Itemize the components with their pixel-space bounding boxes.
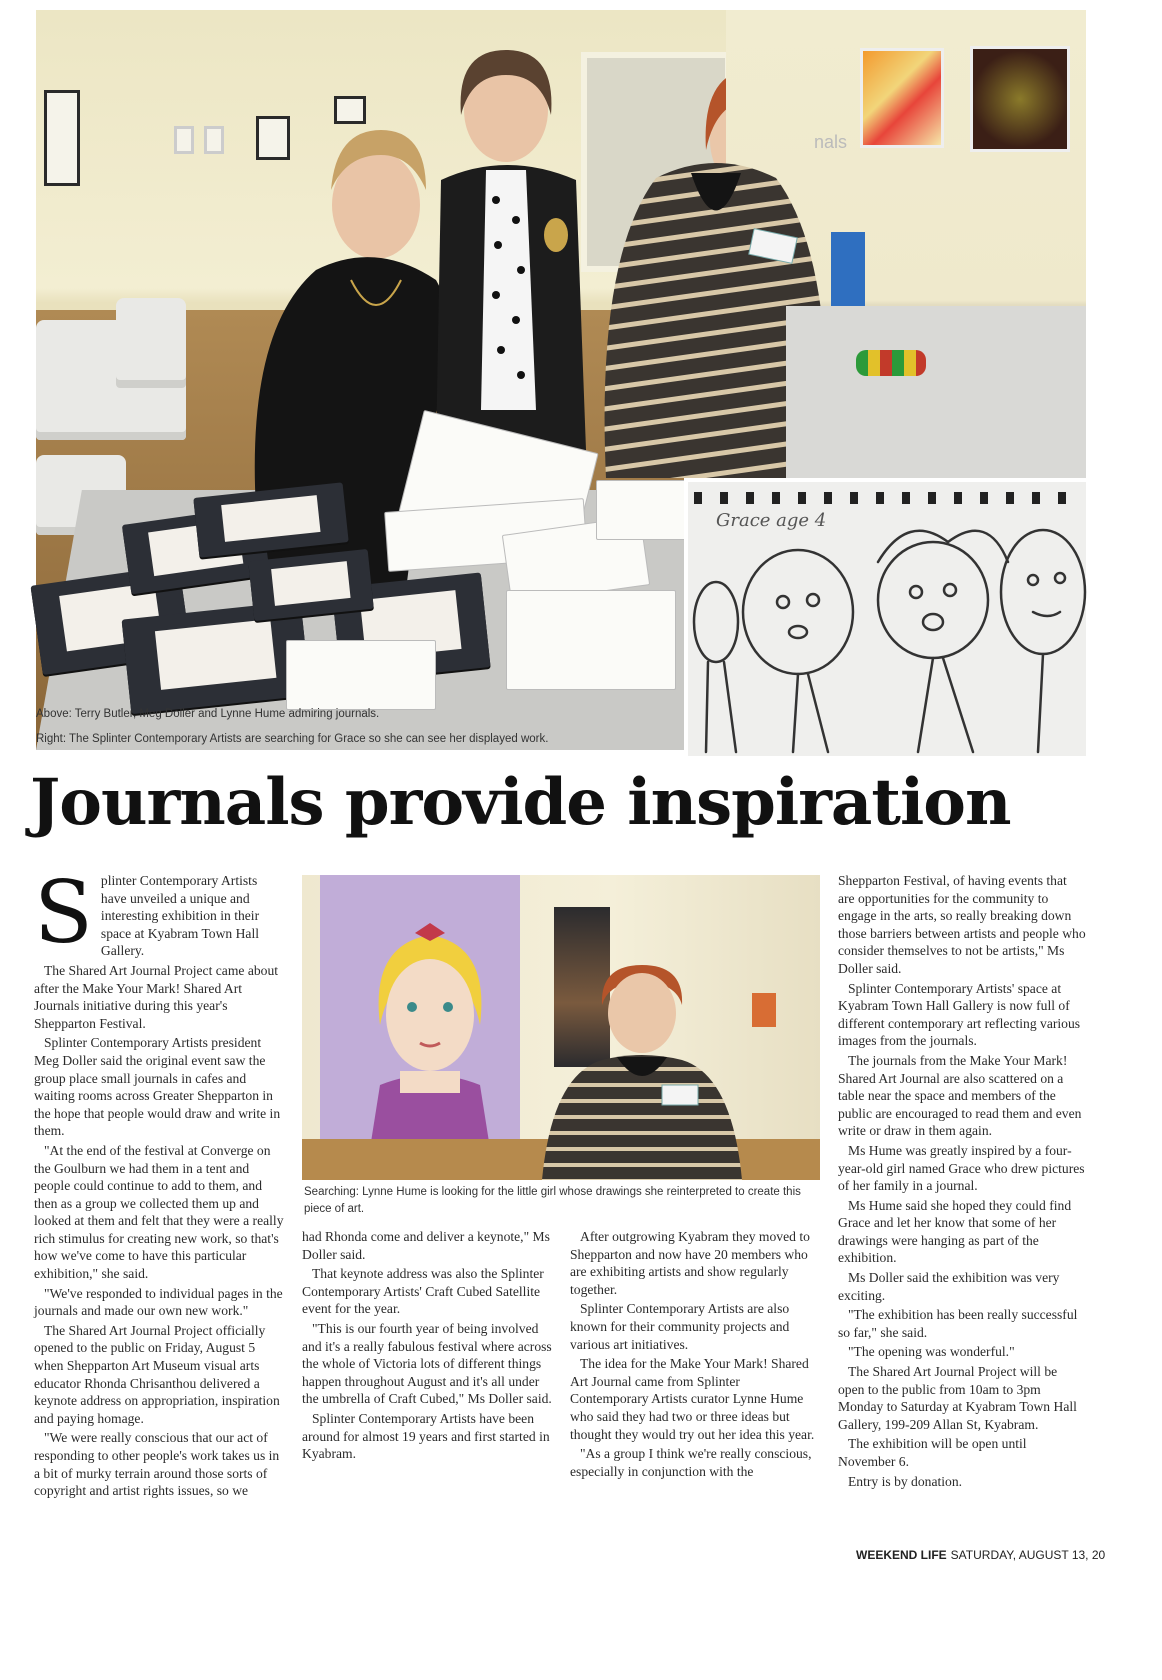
chair <box>116 298 186 388</box>
child-drawing <box>688 482 1090 760</box>
side-table <box>786 306 1086 478</box>
caption-middle: Searching: Lynne Hume is looking for the little girl whose drawings she reinterpreted to create this piece of art. <box>304 1186 801 1215</box>
paragraph <box>34 863 284 963</box>
paragraph: The Shared Art Journal Project came about after the Make Your Mark! Shared Art Journals initiative during this year's Shepparton Festival. <box>34 962 279 1031</box>
footer-date: SATURDAY, AUGUST 13, 20 <box>950 1548 1106 1562</box>
paragraph: That keynote address was also the Splinter Contemporary Artists' Craft Cubed Satellite event for the year. <box>302 1266 544 1317</box>
middle-photo <box>302 875 820 1180</box>
caption-above: Above: Terry Butler, Meg Doller and Lynne Hume admiring journals. <box>36 708 380 720</box>
wall-picture <box>44 90 80 186</box>
small-painting <box>752 993 776 1027</box>
article-column-1 <box>34 863 284 1502</box>
paragraph: The journals from the Make Your Mark! Shared Art Journal are also scattered on a table near the space and members of the public are encouraged to read them and even write or draw in them again. <box>838 1052 1082 1139</box>
paragraph: "We've responded to individual pages in the journals and made our own new work." <box>34 1285 283 1319</box>
paragraph: "As a group I think we're really conscious, especially in conjunction with the <box>570 1446 812 1479</box>
paragraph: "We were really conscious that our act of responding to other people's work takes us in a bit of murky terrain around those sorts of copyright and artist rights issues, so we <box>34 1430 280 1499</box>
inset-drawing-photo <box>684 478 1086 756</box>
paragraph: Entry is by donation. <box>848 1473 963 1489</box>
wall-painting <box>860 48 944 148</box>
article-column-4 <box>838 872 1086 1492</box>
drop-cap: S <box>34 863 93 963</box>
painting-of-girl <box>320 875 520 1180</box>
paragraph: After outgrowing Kyabram they moved to Shepparton and now have 20 members who are exhibiting artists and show regularly together. <box>570 1229 810 1297</box>
paint-pots <box>856 350 926 376</box>
paragraph: Ms Hume was greatly inspired by a four-year-old girl named Grace who drew pictures of her family in a journal. <box>838 1142 1085 1194</box>
wall-painting <box>970 46 1070 152</box>
page-footer <box>856 1548 1106 1562</box>
paragraph: The idea for the Make Your Mark! Shared Art Journal came from Splinter Contemporary Artists curator Lynne Hume who said they had two or three ideas but thought they would try out her idea this year. <box>570 1356 815 1442</box>
wall-sign: nals <box>814 132 848 152</box>
paragraph: "This is our fourth year of being involved and it's a really fabulous festival where across the whole of Victoria lots of different things happen throughout August and it's all under the umbrella of Craft Cubed," Ms Doller said. <box>302 1320 552 1407</box>
article-column-2 <box>302 1228 552 1465</box>
woman-seated <box>542 965 742 1180</box>
paragraph: "The exhibition has been really successful so far," she said. <box>838 1307 1078 1340</box>
open-journal <box>506 590 676 690</box>
paragraph: Splinter Contemporary Artists' space at Kyabram Town Hall Gallery is now full of different contemporary art reflecting various images from the journals. <box>838 980 1081 1049</box>
paragraph: Ms Hume said she hoped they could find Grace and let her know that some of her drawings were hanging as part of the exhibition. <box>838 1197 1072 1266</box>
open-journal <box>286 640 436 710</box>
main-photo-right <box>726 10 1086 478</box>
paragraph: Shepparton Festival, of having events that are opportunities for the community to engage in the arts, so really breaking down those barriers between artists and people who consider themselves to not be artists," Ms Doller said. <box>838 873 1086 976</box>
drawing-label: Grace age 4 <box>716 510 827 531</box>
paragraph: Splinter Contemporary Artists are also known for their community projects and various art initiatives. <box>570 1301 790 1352</box>
paragraph: The Shared Art Journal Project will be open to the public from 10am to 3pm Monday to Saturday at Kyabram Town Hall Gallery, 199-209 Allan St, Kyabram. <box>838 1364 1077 1432</box>
caption-right: Right: The Splinter Contemporary Artists are searching for Grace so she can see her displayed work. <box>36 733 549 745</box>
journal <box>248 549 374 621</box>
paragraph: The Shared Art Journal Project officially opened to the public on Friday, August 5 when Shepparton Art Museum visual arts educator Rhonda Chrisanthou delivered a keynote address on appropriation, inspiration and paying homage. <box>34 1322 280 1426</box>
paragraph: "The opening was wonderful." <box>848 1344 1015 1360</box>
paragraph: had Rhonda come and deliver a keynote," Ms Doller said. <box>302 1229 550 1262</box>
paragraph: "At the end of the festival at Converge on the Goulburn we had them in a tent and people could continue to add to them, and then as a group we collected them up and looked at them and felt that they were a really rich stimulus for creating new work, so that's how we've come to have this particular exhibition," she said. <box>34 1142 284 1282</box>
paragraph: Splinter Contemporary Artists have been around for almost 19 years and first started in Kyabram. <box>302 1410 550 1462</box>
paragraph: Splinter Contemporary Artists president Meg Doller said the original event saw the group place small journals in cafes and waiting rooms across Greater Shepparton in the hope that people would draw and write in them. <box>34 1035 281 1139</box>
article-column-3 <box>570 1228 820 1482</box>
paragraph: The exhibition will be open until November 6. <box>838 1436 1027 1469</box>
footer-section: WEEKEND LIFE <box>856 1548 947 1562</box>
headline: Journals provide inspiration <box>30 765 1011 840</box>
open-journal <box>596 480 696 540</box>
paragraph: Ms Doller said the exhibition was very exciting. <box>838 1270 1060 1303</box>
paragraph-text: plinter Contemporary Artists have unveiled a unique and interesting exhibition in their space at Kyabram Town Hall Gallery. <box>100 873 260 959</box>
